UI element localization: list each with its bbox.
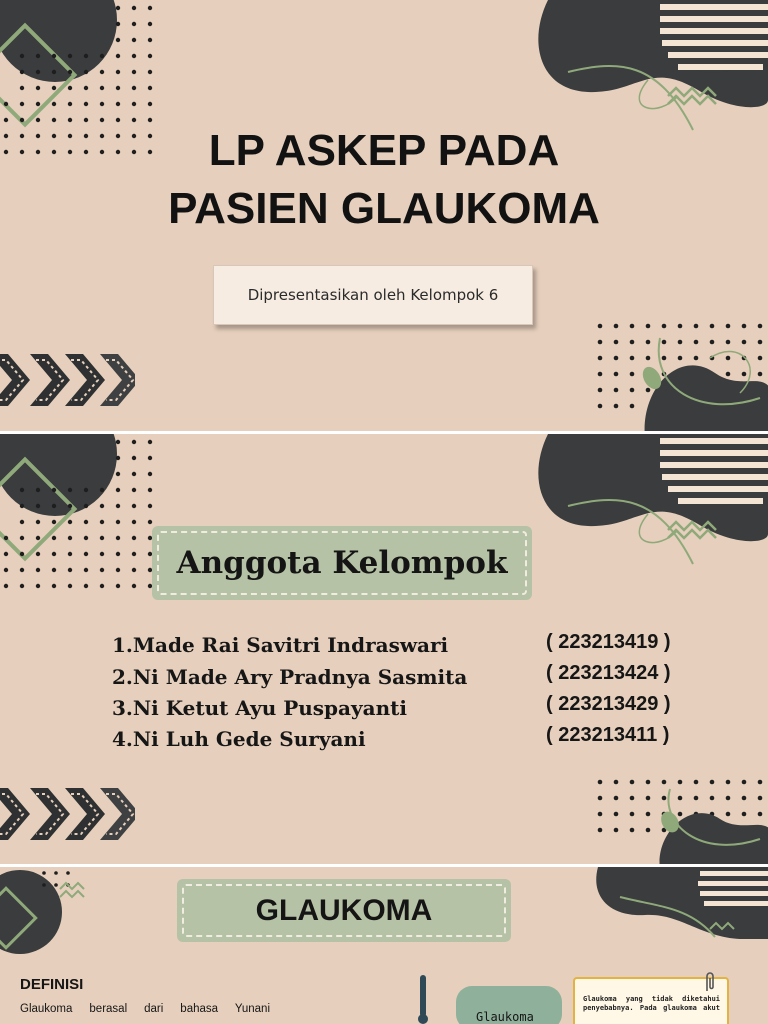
member-nim: ( 223213424 ): [546, 662, 671, 684]
presenter-text: Dipresentasikan oleh Kelompok 6: [247, 286, 499, 304]
glaukoma-heading-box: [177, 879, 511, 942]
decor-top-right: [590, 867, 768, 947]
note-card: [573, 977, 729, 1024]
presentation-title: [0, 122, 768, 238]
title-line-2: PASIEN GLAUKOMA: [168, 184, 600, 233]
pin-icon: [416, 975, 430, 1024]
member-name: 1.Made Rai Savitri Indraswari: [112, 633, 449, 657]
member-name: 3.Ni Ketut Ayu Puspayanti: [112, 696, 407, 720]
member-nim: ( 223213429 ): [546, 693, 671, 715]
definition-label: DEFINISI: [20, 976, 84, 993]
member-name: 4.Ni Luh Gede Suryani: [112, 727, 366, 751]
members-heading: Anggota Kelompok: [176, 545, 508, 581]
glaukoma-heading: GLAUKOMA: [255, 893, 433, 927]
decor-arrows: [0, 352, 135, 412]
member-nim: ( 223213411 ): [546, 724, 670, 746]
decor-top-right: [528, 434, 768, 574]
bubble-label: Glaukoma: [476, 1010, 534, 1024]
member-name: 2.Ni Made Ary Pradnya Sasmita: [112, 665, 468, 689]
presenter-box: [213, 265, 533, 325]
decor-top-left: [0, 867, 90, 967]
decor-arrows: [0, 786, 135, 846]
slide-glaukoma: [0, 867, 768, 1024]
note-text: Glaukoma yang tidak diketahui penyebabnya. Pada glaukoma akut: [583, 995, 720, 1012]
paperclip-icon: [703, 971, 717, 993]
decor-bottom-right: [590, 318, 768, 431]
member-nim: ( 223213419 ): [546, 631, 671, 653]
decor-top-left: [0, 434, 170, 604]
title-line-1: LP ASKEP PADA: [208, 126, 560, 175]
decor-top-right: [528, 0, 768, 140]
definition-text: Glaukoma berasal dari bahasa Yunani: [20, 1003, 270, 1015]
slide-members: [0, 434, 768, 864]
slide-title: [0, 0, 768, 431]
decor-bottom-right: [590, 774, 768, 864]
members-heading-box: [152, 526, 532, 600]
